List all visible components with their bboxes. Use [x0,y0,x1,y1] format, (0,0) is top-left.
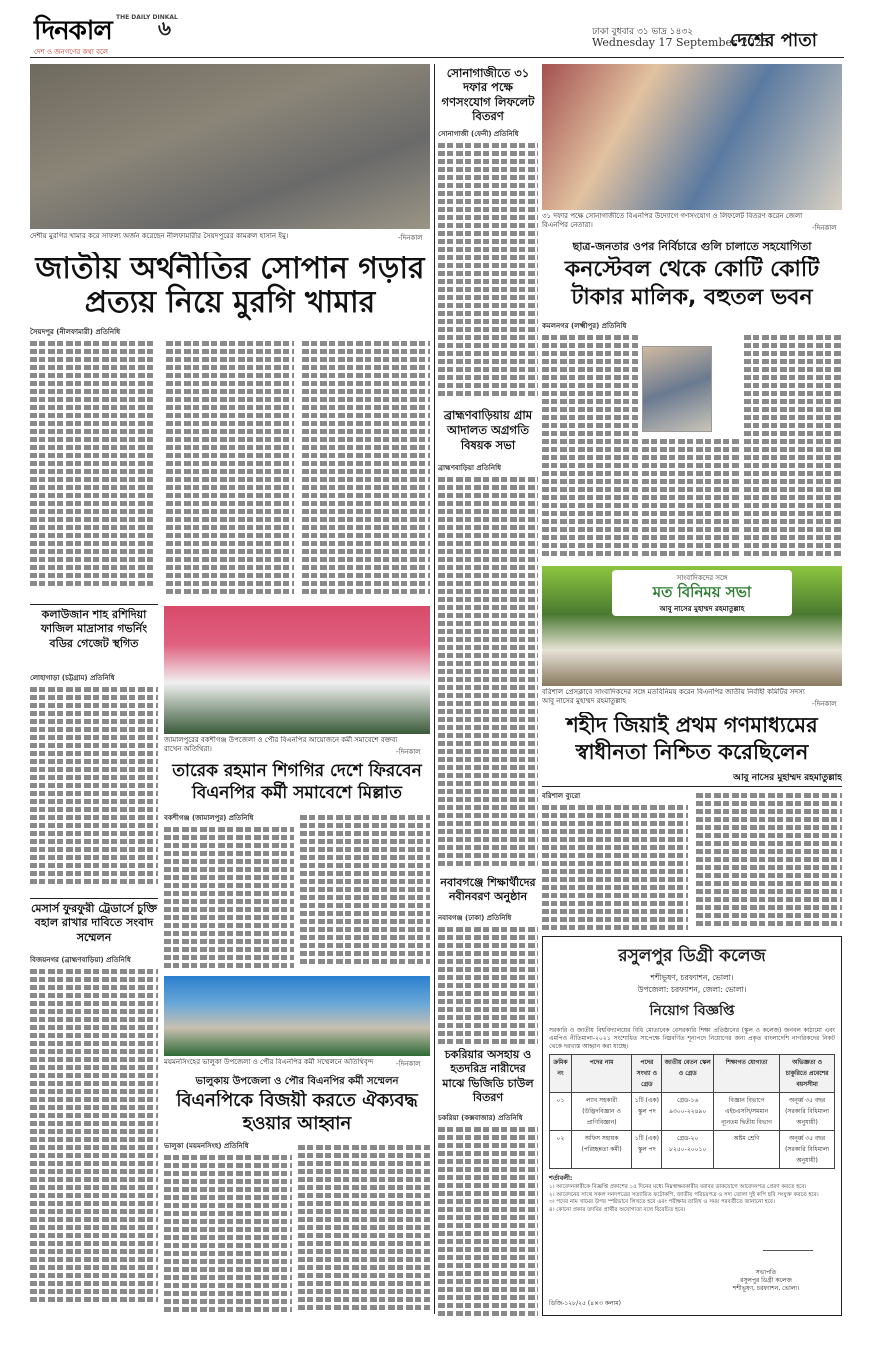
notice-term: ৪। কোনো প্রকার তদবির প্রার্থীর অযোগ্যতা বলে বিবেচিত হবে। [549,1206,686,1213]
vgd-headline: চকরিয়ার অসহায় ও হতদরিদ্র নারীদের মাঝে ভিজিডি চাউল বিতরণ [442,1048,534,1104]
divider [542,786,842,787]
vgd-byline: চকরিয়া (কক্সবাজার) প্রতিনিধি [438,1114,523,1122]
ziaur-speaker: আবু নাসের মুহাম্মদ রহমাতুল্লাহ [733,773,842,783]
newstudents-headline: নবাবগঞ্জে শিক্ষার্থীদের নবীনবরণ অনুষ্ঠান [440,876,536,904]
notice-signer [701,1269,831,1293]
notice-column-header: অভিজ্ঞতা ও চাকুরিতে প্রবেশের বয়সসীমা [780,1055,835,1093]
constable-body-col-1 [542,332,638,562]
column-rule [434,604,435,1314]
notice-column-header: পদের সংখ্যা ও গ্রেড [632,1055,662,1093]
vgd-body [438,1124,538,1319]
madrasa-byline: লোহাগাড়া (চট্টগ্রাম) প্রতিনিধি [30,674,115,682]
leaflet-photo [542,64,842,210]
bhaluka-body-col-2 [298,1142,430,1317]
notice-column-header: পদের নাম [571,1055,631,1093]
notice-table-row [550,1131,835,1169]
constable-headline: কনস্টেবল থেকে কোটি কোটি টাকার মালিক, বহুতল ভবন [564,257,820,310]
bhaluka-photo-caption: ময়মনসিংহের ভালুকা উপজেলা ও পৌর বিএনপির কর্মী সম্মেলনে অতিথিবৃন্দ [164,1058,374,1066]
ziaur-headline: শহীদ জিয়াই প্রথম গণমাধ্যমের স্বাধীনতা নিশ্চিত করেছিলেন [566,713,818,765]
newspaper-logo-en: THE DAILY DINKAL [116,14,178,21]
chicken-body-col-3 [302,338,430,603]
court-headline: ব্রাহ্মণবাড়িয়ায় গ্রাম আদালত অগ্রগতি বিষয়ক সভা [443,408,533,452]
page-number: ৬ [158,16,172,40]
signer-address: শশীভূষণ, চরফ্যাশন, ভোলা। [732,1284,800,1292]
notice-table-cell: গ্রেড-১৬ ৯৩০০-২২৪৯০ [662,1093,714,1131]
notice-college-name: রসুলপুর ডিগ্রী কলেজ [618,946,766,966]
bhaluka-body-col-1 [164,1152,292,1317]
signer-college: রসুলপুর ডিগ্রী কলেজ [740,1276,792,1284]
chicken-byline: সৈয়দপুর (নীলফামারী) প্রতিনিধি [30,328,121,336]
constable-body-col-3 [744,332,842,562]
traders-byline: বিজয়নগর (ব্রাহ্মণবাড়িয়া) প্রতিনিধি [30,956,131,964]
notice-terms [549,1184,835,1214]
chicken-photo-caption: দেশীয় মুরগির খামার করে সাফল্য অর্জন করেছেন নীলফামারীর সৈয়দপুরের কামরুল হাসান ইমু। [30,232,289,240]
newstudents-byline: নবাবগঞ্জ (ঢাকা) প্রতিনিধি [438,914,512,922]
court-body [438,474,538,874]
leaflet-photo-credit: -দিনকাল [812,224,837,232]
constable-byline: কমলনগর (লক্ষ্মীপুর) প্রতিনিধি [542,322,627,330]
notice-table-cell: বিজ্ঞান বিভাগে এইচএসসি/সমমান ন্যূনতম দ্বিতীয় বিভাগ [713,1093,779,1131]
meeting-photo [542,566,842,686]
notice-table-cell: ০১ [550,1093,572,1131]
chicken-photo-credit: -দিনকাল [398,234,423,242]
banner-big-text: মত বিনিময় সভা [652,583,752,601]
leaflet-body [438,140,538,402]
column-rule [434,64,435,604]
rally-byline: বকশীগঞ্জ (জামালপুর) প্রতিনিধি [164,814,254,822]
leaflet-photo-caption: ৩১ দফার পক্ষে সোনাগাজীতে বিএনপির উদ্যোগে গণসংযোগ ও লিফলেট বিতরণ করেন জেলা বিএনপির নেতারা। [542,212,803,229]
notice-table [549,1054,835,1169]
madrasa-body [30,684,158,894]
notice-terms-label: শর্তাবলী: [549,1174,573,1183]
ziaur-byline: বরিশাল ব্যুরো [542,792,581,800]
newstudents-body [438,924,538,1044]
recruitment-notice [542,936,842,1316]
court-byline: ব্রাহ্মণবাড়িয়া প্রতিনিধি [438,464,502,472]
rally-photo-credit: -দিনকাল [396,748,421,756]
notice-ref: ডিজি-১২৮/২৫ (৪×৩ কলাম) [549,1300,621,1307]
notice-address-1: শশীভূষণ, চরফ্যাশন, ভোলা। [650,973,734,982]
bhaluka-headline: বিএনপিকে বিজয়ী করতে ঐক্যবদ্ধ হওয়ার আহ্বান [176,1090,418,1134]
notice-table-row [550,1093,835,1131]
chicken-body-col-2 [166,338,294,603]
notice-table-cell: অষ্টম শ্রেণি [713,1131,779,1169]
meeting-photo-caption: বরিশাল প্রেসক্লাবে সাংবাদিকদের সঙ্গে মতবিনিময় করেন বিএনপির জাতীয় নির্বাহী কমিটির সদস্য আবু নাসের মুহাম্মদ রহমাতুল্লাহ [542,688,805,705]
bhaluka-byline: ভালুকা (ময়মনসিংহ) প্রতিনিধি [164,1142,249,1150]
masthead [30,6,844,58]
notice-term: ১। আবেদনকারীকে বিজ্ঞপ্তি প্রকাশের ১৫ দিনের মধ্যে নিম্নস্বাক্ষরকারীর বরাবর ডাকযোগে আবেদনপত্র প্রেরণ করতে হবে। [549,1184,807,1191]
chicken-headline: জাতীয় অর্থনীতির সোপান গড়ার প্রত্যয় নিয়ে মুরগি খামার [35,252,425,320]
madrasa-headline: কলাউজান শাহ রশিদিয়া ফাজিল মাদ্রাসার গভর্নিং বডির গেজেট স্থগিত [40,608,148,650]
notice-column-header: শিক্ষাগত যোগ্যতা [713,1055,779,1093]
constable-kicker: ছাত্র-জনতার ওপর নির্বিচারে গুলি চালাতে সহযোগিতা [572,240,812,252]
ziaur-body-col-1 [542,802,688,930]
constable-body-col-2 [642,436,740,562]
notice-table-cell: ১টি (এক) স্কুল পদ [632,1131,662,1169]
leaflet-byline: সোনাগাজী (ফেনী) প্রতিনিধি [438,130,519,138]
notice-title: নিয়োগ বিজ্ঞপ্তি [649,1003,735,1019]
notice-column-header: ক্রমিক নং [550,1055,572,1093]
divider [30,604,158,605]
signer-title: সভাপতি [755,1268,777,1276]
traders-body [30,966,158,1316]
rally-body-col-1 [164,824,294,974]
notice-column-header: জাতীয় বেতন স্কেল ও গ্রেড [662,1055,714,1093]
notice-table-cell: গ্রেড-২০ ৮২৫০-২০০১০ [662,1131,714,1169]
meeting-photo-credit: -দিনকাল [812,700,837,708]
notice-table-cell: অফিস সহায়ক (পরিচ্ছন্নতা কর্মী) [571,1131,631,1169]
notice-table-cell: অনূর্ধ্ব ৩৫ বছর (সরকারি বিধিমালা অনুযায়ী) [780,1093,835,1131]
section-name: দেশের পাতা [730,30,817,51]
divider [30,898,158,899]
rally-photo-caption: জামালপুরের বকশীগঞ্জ উপজেলা ও পৌর বিএনপির আয়োজনে কর্মী সমাবেশে বক্তব্য রাখেন অতিথিরা। [164,736,398,753]
date-bangla: ঢাকা বুধবার ৩১ ভাদ্র ১৪৩২ [592,27,694,37]
ziaur-body-col-2 [696,790,842,930]
notice-table-cell: ০২ [550,1131,572,1169]
rally-photo [164,606,430,734]
chicken-farm-photo [30,64,430,229]
chicken-body-col-1 [30,338,156,593]
traders-headline: মেসার্স ফুরফুরী ট্রেডার্সে চুক্তি বহাল রাখার দাবিতে সংবাদ সম্মেলন [30,902,158,944]
rally-body-col-2 [300,812,430,972]
notice-table-cell: ল্যাব সহকারী (উদ্ভিদবিজ্ঞান ও প্রাণিবিজ্ঞান) [571,1093,631,1131]
notice-term: ২। আবেদনের সাথে সকল সনদপত্রের সত্যায়িত ফটোকপি, জাতীয় পরিচয়পত্র ও সদ্য তোলা দুই কপি ছবি সংযুক্ত করতে হবে। [549,1191,819,1198]
signature [763,1235,813,1251]
bhaluka-photo [164,976,430,1056]
meeting-banner [612,570,792,616]
notice-table-cell: ১টি (এক) স্কুল পদ [632,1093,662,1131]
leaflet-headline: সোনাগাজীতে ৩১ দফার পক্ষে গণসংযোগ লিফলেট বিতরণ [441,66,535,124]
notice-intro: সরকারি ও জাতীয় বিশ্ববিদ্যালয়ের বিধি মোতাবেক বেসরকারি শিক্ষা প্রতিষ্ঠানের (স্কুল ও কলেজ) জনবল কাঠামো এবং এমপিও নীতিমালা-২০২১ সংশোধিত সাপেক্ষে নিম্নবর্ণিত শূন্যপদে নিয়োগের জন্য প্রকৃত বাংলাদেশি নাগরিকদের নিকট থেকে দরখাস্ত আহ্বান করা যাচ্ছে। [549,1027,835,1050]
date-english: Wednesday 17 September 2025 [592,36,769,49]
notice-table-wrap [549,1054,835,1169]
banner-small-text: সাংবাদিকদের সঙ্গে [676,574,728,582]
tagline: দেশ ও জনগণের কথা বলে [34,48,109,56]
bhaluka-kicker: ভালুকায় উপজেলা ও পৌর বিএনপির কর্মী সম্মেলন [195,1076,399,1087]
notice-address-2: উপজেলা: চরফ্যাশন, জেলা: ভোলা। [637,985,747,994]
banner-name: আবু নাসের মুহাম্মদ রহমাতুল্লাহ [659,604,745,613]
newspaper-logo: দিনকাল [34,16,112,46]
notice-table-cell: অনূর্ধ্ব ৩৫ বছর (সরকারি বিধিমালা অনুযায়ী) [780,1131,835,1169]
notice-term: ৩। পদের নাম খামের উপর স্পষ্টভাবে লিখতে হবে এবং পরীক্ষার তারিখ ও সময় পরবর্তীতে জানানো হবে। [549,1199,775,1206]
constable-portrait [642,346,712,432]
rally-headline: তারেক রহমান শিগগির দেশে ফিরবেন বিএনপির কর্মী সমাবেশে মিল্লাত [172,761,422,804]
bhaluka-photo-credit: -দিনকাল [396,1060,421,1068]
